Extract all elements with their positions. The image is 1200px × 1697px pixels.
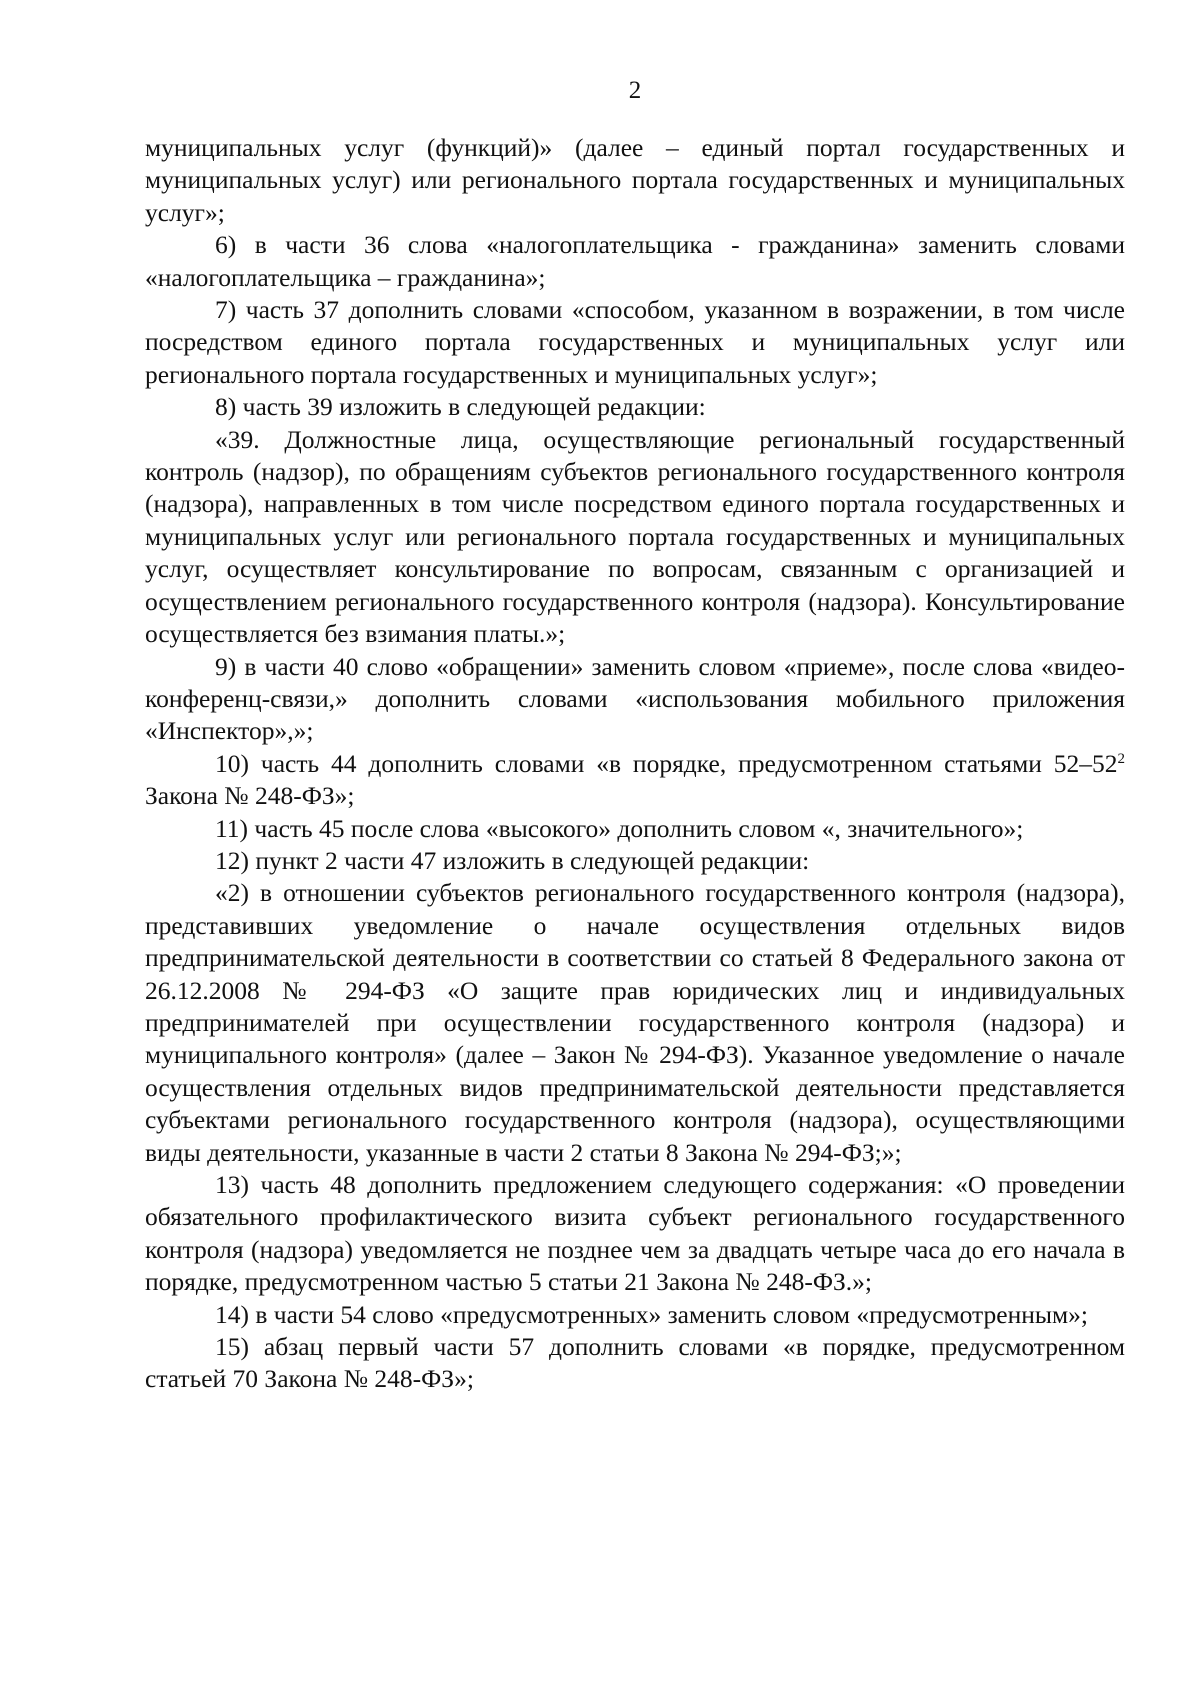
paragraph-item-13: 13) часть 48 дополнить предложением следующего содержания: «О проведении обязательного профилактического визита субъект регионального государственного контроля (надзора) уведомляется не позднее чем за двадцать четыре часа до его начала в порядке, предусмотренном частью 5 статьи 21 Закона № 248-ФЗ.»;: [145, 1170, 1125, 1297]
paragraph-item-10: [145, 748, 1125, 813]
paragraph-item-7: 7) часть 37 дополнить словами «способом, указанном в возражении, в том числе посредством единого портала государственных и муниципальных услуг или регионального портала государственных и муниципальных услуг»;: [145, 295, 1125, 389]
paragraph-continuation: муниципальных услуг (функций)» (далее – единый портал государственных и муниципальных услуг) или регионального портала государственных и муниципальных услуг»;: [145, 133, 1125, 227]
paragraph-item-9: 9) в части 40 слово «обращении» заменить словом «приеме», после слова «видео-конференц-связи,» дополнить словами «использования мобильного приложения «Инспектор»,»;: [145, 651, 1125, 746]
page-number: 2: [628, 77, 642, 104]
paragraph-quote-39: «39. Должностные лица, осуществляющие региональный государственный контроль (надзор), по обращениям субъектов регионального государственного контроля (надзора), направленных в том числе посредством единого портала государственных и муниципальных услуг или регионального портала государственных и муниципальных услуг, осуществляет консультирование по вопросам, связанным с организацией и осуществлением регионального государственного контроля (надзора). Консультирование осуществляется без взимания платы.»;: [145, 424, 1125, 649]
superscript: 2: [1117, 750, 1125, 767]
paragraph-item-10-tail: Закона № 248-ФЗ»;: [145, 781, 355, 811]
paragraph-quote-2: «2) в отношении субъектов регионального государственного контроля (надзора), представивших уведомление о начале осуществления отдельных видов предпринимательской деятельности в соответствии со статьей 8 Федерального закона от 26.12.2008 № 294-ФЗ «О защите прав юридических лиц и индивидуальных предпринимателей при осуществлении государственного контроля (надзора) и муниципального контроля» (далее – Закон № 294-ФЗ). Указанное уведомление о начале осуществления отдельных видов предпринимательской деятельности представляется субъектами регионального государственного контроля (надзора), осуществляющими виды деятельности, указанные в части 2 статьи 8 Закона № 294-ФЗ;»;: [145, 878, 1125, 1167]
document-body: [145, 132, 1125, 1396]
paragraph-item-12: 12) пункт 2 части 47 изложить в следующей редакции:: [215, 845, 810, 875]
paragraph-item-6: 6) в части 36 слова «налогоплательщика - гражданина» заменить словами «налогоплательщика – гражданина»;: [145, 230, 1125, 292]
paragraph-item-11: 11) часть 45 после слова «высокого» дополнить словом «, значительного»;: [215, 813, 1024, 843]
paragraph-item-10-text: 10) часть 44 дополнить словами «в порядке, предусмотренном статьями 52–52: [215, 748, 1118, 778]
paragraph-item-8: 8) часть 39 изложить в следующей редакции:: [215, 392, 706, 422]
document-page: [145, 0, 1125, 1697]
paragraph-item-14: 14) в части 54 слово «предусмотренных» заменить словом «предусмотренным»;: [215, 1299, 1088, 1329]
paragraph-item-15: 15) абзац первый части 57 дополнить словами «в порядке, предусмотренном статьей 70 Закона № 248-ФЗ»;: [145, 1332, 1125, 1394]
